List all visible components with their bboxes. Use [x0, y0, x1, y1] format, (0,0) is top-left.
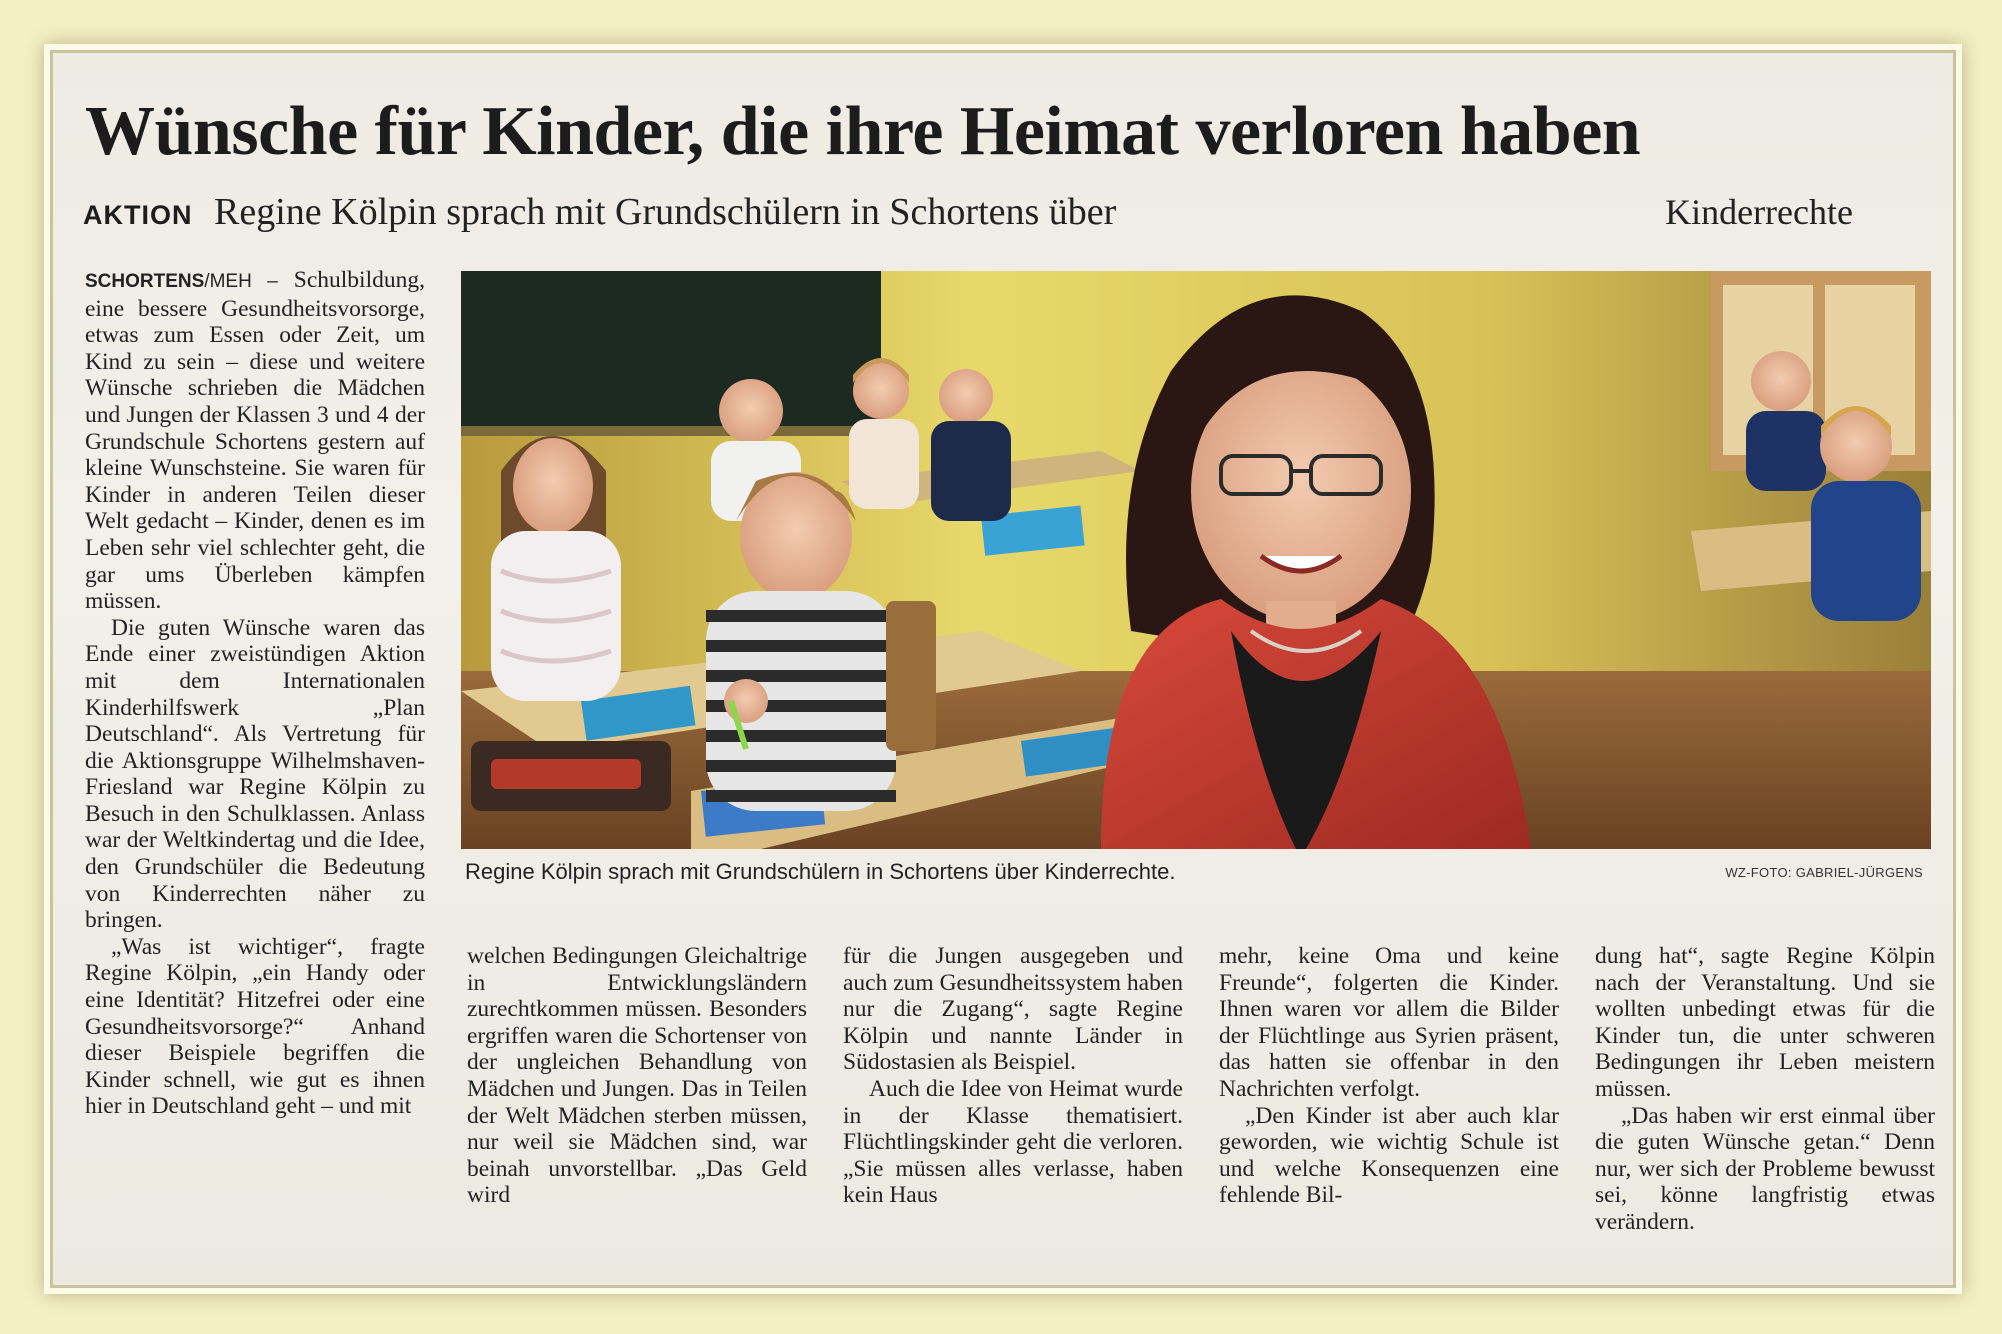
classroom-photo	[461, 271, 1931, 849]
article-column-2	[467, 943, 807, 1273]
article-column-5	[1595, 943, 1935, 1273]
dateline-place: SCHORTENS	[85, 271, 205, 292]
photo-credit: WZ-FOTO: GABRIEL-JÜRGENS	[1725, 865, 1923, 880]
subheadline-continuation: Kinderrechte	[1665, 192, 1853, 232]
paragraph: dung hat“, sagte Regine Kölpin nach der Veranstaltung. Und sie wollten unbedingt etwas für die Kinder tun, die unter schweren Bedingungen ihr Leben meistern müssen.	[1595, 943, 1935, 1102]
paragraph: „Das haben wir erst einmal über die guten Wünsche getan.“ Denn nur, wer sich der Probleme bewusst sei, könne langfristig etwas verändern.	[1595, 1102, 1935, 1235]
clipping-frame	[50, 50, 1956, 1288]
subheadline	[83, 185, 1943, 239]
paragraph: welchen Bedingungen Gleichaltrige in Entwicklungsländern zurechtkommen müssen. Besonders ergriffen waren die Schortenser von der ungleichen Behandlung von Mädchen und Jungen. Das in Teilen der Welt Mädchen sterben müssen, nur weil sie Mädchen sind, war beinah unvorstellbar. „Das Geld wird	[467, 943, 807, 1209]
paragraph: Auch die Idee von Heimat wurde in der Klasse thematisiert. Flüchtlingskinder geht die verloren. „Sie müssen alles verlasse, haben kein Haus	[843, 1075, 1183, 1209]
paragraph	[85, 267, 425, 615]
headline: Wünsche für Kinder, die ihre Heimat verloren haben	[85, 93, 1641, 170]
newspaper-page	[53, 53, 1953, 1285]
paragraph: „Was ist wichtiger“, fragte Regine Kölpin, „ein Handy oder eine Identität? Hitzefrei oder eine Gesundheitsvorsorge?“ Anhand dieser Beispiele begriffen die Kinder schnell, wie gut es ihnen hier in Deutschland geht – und mit	[85, 933, 425, 1120]
paragraph: mehr, keine Oma und keine Freunde“, folgerten die Kinder. Ihnen waren vor allem die Bilder der Flüchtlinge aus Syrien präsent, das hatten sie offenbar in den Nachrichten verfolgt.	[1219, 943, 1559, 1102]
paragraph-text: Schulbildung, eine bessere Gesundheitsvorsorge, etwas zum Essen oder Zeit, um Kind zu sein – diese und weitere Wünsche schrieben die Mädchen und Jungen der Klassen 3 und 4 der Grundschule Schortens gestern auf kleine Wunschsteine. Sie waren für Kinder in anderen Teilen dieser Welt gedacht – Kinder, denen es im Leben sehr viel schlechter geht, die gar ums Überleben kämpfen müssen.	[85, 267, 425, 615]
subheadline-text: Regine Kölpin sprach mit Grundschülern in Schortens über	[214, 191, 1117, 233]
kicker-label: AKTION	[83, 200, 193, 230]
article-column-4	[1219, 943, 1559, 1273]
article-column-3	[843, 943, 1183, 1273]
paragraph: für die Jungen ausgegeben und auch zum Gesundheitssystem haben nur die Zugang“, sagte Regine Kölpin und nannte Länder in Südostasien als Beispiel.	[843, 943, 1183, 1076]
paragraph: „Den Kinder ist aber auch klar geworden, wie wichtig Schule ist und welche Konsequenzen eine fehlende Bil-	[1219, 1102, 1559, 1209]
photo-caption: Regine Kölpin sprach mit Grundschülern in Schortens über Kinderrechte.	[465, 859, 1176, 884]
dateline	[85, 271, 278, 292]
article-column-1	[85, 267, 425, 1277]
paragraph: Die guten Wünsche waren das Ende einer zweistündigen Aktion mit dem Internationalen Kinderhilfswerk „Plan Deutschland“. Als Vertretung für die Aktionsgruppe Wilhelmshaven-Friesland war Regine Kölpin zu Besuch in den Schulklassen. Anlass war der Weltkindertag und die Idee, den Grundschüler die Bedeutung von Kinderrechten näher zu bringen.	[85, 614, 425, 934]
dateline-author: /MEH –	[204, 271, 278, 292]
